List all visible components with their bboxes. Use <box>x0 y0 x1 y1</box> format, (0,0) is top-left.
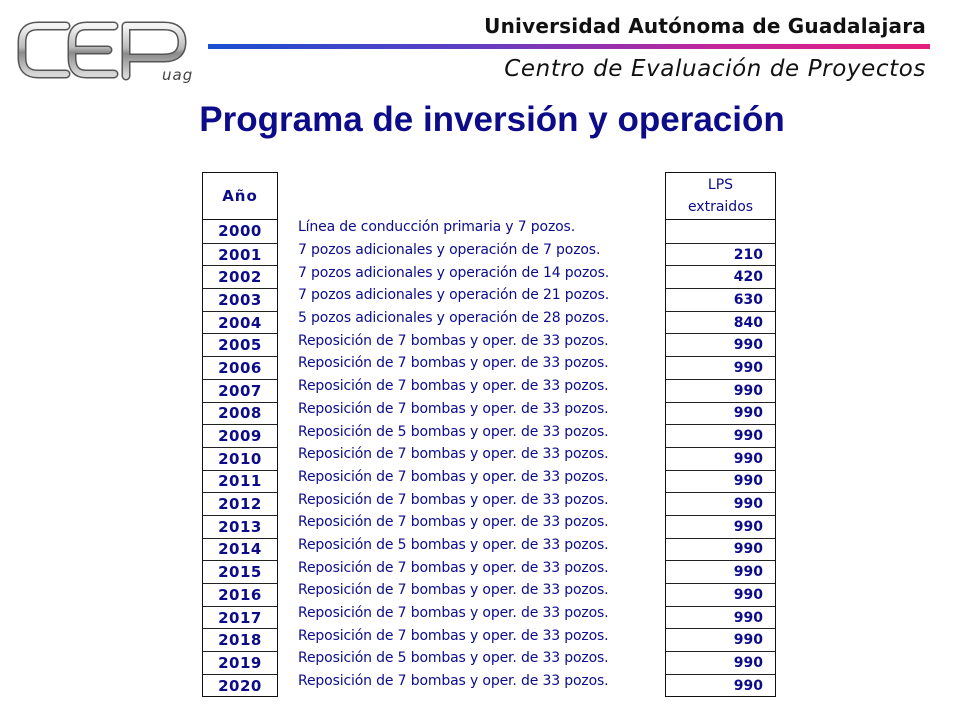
description-cell: Reposición de 7 bombas y oper. de 33 pozos. <box>298 582 609 599</box>
description-cell: Reposición de 7 bombas y oper. de 33 pozos. <box>298 446 609 463</box>
lps-cell: 990 <box>666 470 775 493</box>
year-cell: 2012 <box>203 492 277 515</box>
year-cell: 2016 <box>203 583 277 606</box>
lps-list <box>666 220 775 696</box>
description-cell: Reposición de 7 bombas y oper. de 33 pozos. <box>298 332 609 349</box>
description-cell: Reposición de 7 bombas y oper. de 33 pozos. <box>298 468 609 485</box>
year-cell: 2005 <box>203 333 277 356</box>
year-cell: 2011 <box>203 470 277 493</box>
lps-cell: 990 <box>666 583 775 606</box>
year-cell: 2018 <box>203 628 277 651</box>
year-cell: 2014 <box>203 538 277 561</box>
description-cell: Línea de conducción primaria y 7 pozos. <box>298 219 576 236</box>
page-title: Programa de inversión y operación <box>199 100 785 139</box>
year-cell: 2007 <box>203 379 277 402</box>
description-cell: Reposición de 7 bombas y oper. de 33 pozos. <box>298 605 609 622</box>
lps-cell: 990 <box>666 651 775 674</box>
lps-cell: 210 <box>666 243 775 266</box>
lps-cell: 990 <box>666 424 775 447</box>
year-cell: 2010 <box>203 447 277 470</box>
year-cell: 2019 <box>203 651 277 674</box>
year-cell: 2002 <box>203 265 277 288</box>
description-cell: Reposición de 7 bombas y oper. de 33 pozos. <box>298 355 609 372</box>
year-list <box>203 220 277 696</box>
description-cell: Reposición de 7 bombas y oper. de 33 pozos. <box>298 559 609 576</box>
lps-cell: 990 <box>666 402 775 425</box>
description-cell: 7 pozos adicionales y operación de 21 pozos. <box>298 287 610 304</box>
lps-cell: 990 <box>666 333 775 356</box>
year-cell: 2009 <box>203 424 277 447</box>
lps-cell: 990 <box>666 356 775 379</box>
description-cell: Reposición de 7 bombas y oper. de 33 pozos. <box>298 400 609 417</box>
year-cell: 2006 <box>203 356 277 379</box>
lps-cell <box>666 220 775 243</box>
lps-cell: 990 <box>666 606 775 629</box>
lps-header-line2: extraidos <box>687 199 754 215</box>
description-cell: Reposición de 5 bombas y oper. de 33 pozos. <box>298 423 609 440</box>
description-cell: Reposición de 5 bombas y oper. de 33 pozos. <box>298 536 609 553</box>
lps-cell: 990 <box>666 628 775 651</box>
year-cell: 2008 <box>203 402 277 425</box>
description-cell: Reposición de 7 bombas y oper. de 33 pozos. <box>298 491 609 508</box>
description-cell: 7 pozos adicionales y operación de 14 pozos. <box>298 264 610 281</box>
lps-cell: 990 <box>666 538 775 561</box>
lps-cell: 990 <box>666 560 775 583</box>
year-header: Año <box>203 173 277 220</box>
lps-cell: 990 <box>666 492 775 515</box>
lps-cell: 990 <box>666 447 775 470</box>
year-cell: 2015 <box>203 560 277 583</box>
lps-cell: 990 <box>666 379 775 402</box>
description-cell: Reposición de 7 bombas y oper. de 33 pozos. <box>298 514 609 531</box>
year-cell: 2000 <box>218 222 262 241</box>
year-cell: 2017 <box>203 606 277 629</box>
lps-column <box>665 172 776 697</box>
year-column <box>202 172 278 697</box>
center-name: Centro de Evaluación de Proyectos <box>504 56 926 82</box>
description-cell: 5 pozos adicionales y operación de 28 pozos. <box>298 310 610 327</box>
header-gradient-bar <box>208 44 930 49</box>
svg-text:uag: uag <box>162 66 194 84</box>
year-cell: 2020 <box>203 674 277 697</box>
lps-cell: 990 <box>666 515 775 538</box>
description-column <box>298 216 668 692</box>
description-cell: Reposición de 7 bombas y oper. de 33 pozos. <box>298 378 609 395</box>
lps-cell: 990 <box>666 674 775 697</box>
year-cell: 2004 <box>203 311 277 334</box>
cep-uag-logo <box>14 14 202 90</box>
year-cell: 2013 <box>203 515 277 538</box>
lps-header-line1: LPS <box>707 177 734 193</box>
lps-cell: 630 <box>666 288 775 311</box>
lps-cell: 840 <box>666 311 775 334</box>
year-cell: 2001 <box>203 243 277 266</box>
description-cell: Reposición de 7 bombas y oper. de 33 pozos. <box>298 673 609 690</box>
description-cell: Reposición de 5 bombas y oper. de 33 pozos. <box>298 650 609 667</box>
description-cell: Reposición de 7 bombas y oper. de 33 pozos. <box>298 627 609 644</box>
description-cell: 7 pozos adicionales y operación de 7 pozos. <box>298 242 601 259</box>
university-name: Universidad Autónoma de Guadalajara <box>484 14 926 38</box>
year-cell: 2003 <box>203 288 277 311</box>
lps-cell: 420 <box>666 265 775 288</box>
lps-header <box>666 173 775 220</box>
